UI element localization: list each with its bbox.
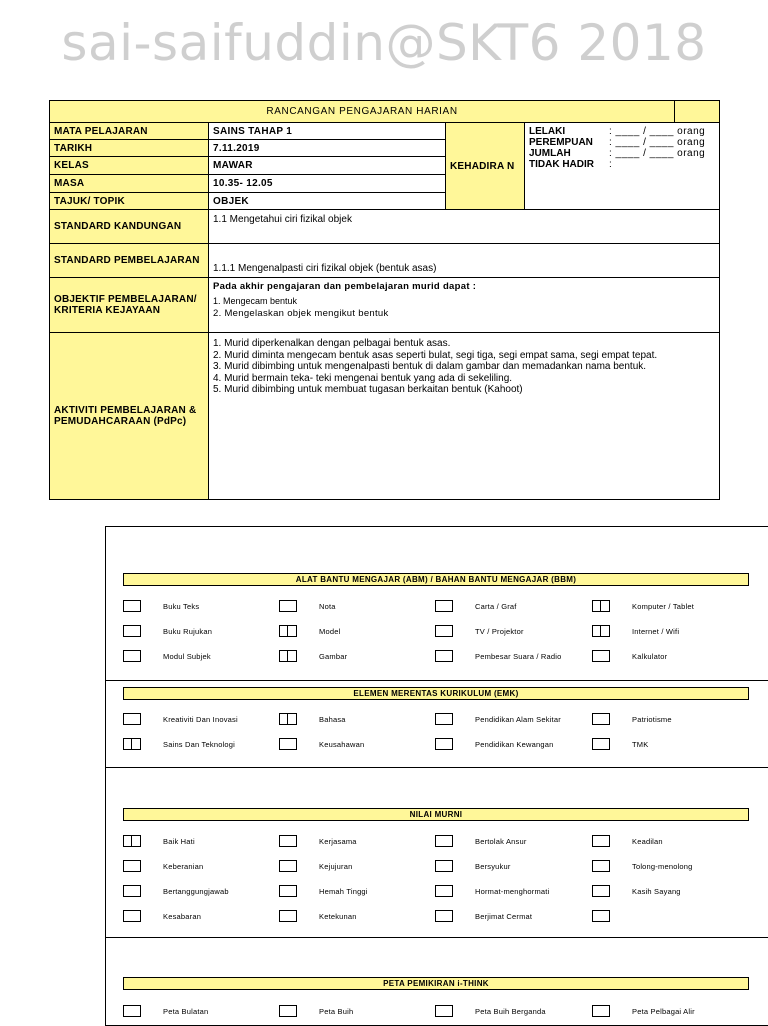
checkbox[interactable] — [123, 835, 141, 847]
checklist-item[interactable] — [123, 1005, 273, 1019]
checkbox-label: Pendidikan Alam Sekitar — [475, 715, 561, 724]
checkbox-label: Internet / Wifi — [632, 627, 680, 636]
checkbox-label: Bahasa — [319, 715, 346, 724]
checkbox[interactable] — [279, 885, 297, 897]
attendance-value: : ____ / ____ orang — [609, 137, 706, 148]
checklist-item[interactable] — [435, 600, 585, 614]
checkbox-label: Keberanian — [163, 862, 204, 871]
label-tarikh: TARIKH — [50, 140, 209, 157]
attendance-row — [529, 148, 705, 159]
attendance-row — [529, 159, 705, 170]
section-header-peta-ithink: PETA PEMIKIRAN i-THINK — [123, 977, 749, 990]
checkbox-label: Hormat-menghormati — [475, 887, 550, 896]
aktiviti-cell — [209, 333, 720, 500]
checklist-item[interactable] — [592, 835, 742, 849]
checkbox[interactable] — [592, 738, 610, 750]
checklist-item[interactable] — [279, 713, 429, 727]
checkbox[interactable] — [435, 1005, 453, 1017]
checklist-item[interactable] — [592, 650, 742, 664]
checkbox-label: Kreativiti Dan Inovasi — [163, 715, 238, 724]
checkbox-label: TMK — [632, 740, 649, 749]
checkbox-label: Modul Subjek — [163, 652, 211, 661]
checkbox[interactable] — [279, 650, 297, 662]
checklist-item[interactable] — [279, 650, 429, 664]
checklist-item[interactable] — [435, 885, 585, 899]
attendance-label: TIDAK HADIR — [529, 159, 594, 170]
value-tarikh: 7.11.2019 — [209, 140, 446, 157]
checklist-item[interactable] — [123, 713, 273, 727]
checklist-item[interactable] — [279, 835, 429, 849]
checklist-row — [106, 860, 768, 874]
checklist-item[interactable] — [279, 860, 429, 874]
checklist-item[interactable] — [435, 910, 585, 924]
checkbox[interactable] — [279, 835, 297, 847]
checkbox[interactable] — [279, 738, 297, 750]
checkbox-label: Peta Buih — [319, 1007, 354, 1016]
attendance-label: JUMLAH — [529, 148, 571, 159]
checkbox[interactable] — [279, 1005, 297, 1017]
aktiviti-item: 1. Murid diperkenalkan dengan pelbagai bentuk asas. — [213, 338, 451, 349]
checklist-item[interactable] — [592, 625, 742, 639]
checkbox-label: Baik Hati — [163, 837, 195, 846]
checkbox-label: Peta Pelbagai Alir — [632, 1007, 695, 1016]
checkbox[interactable] — [592, 835, 610, 847]
checklist-item[interactable] — [123, 885, 273, 899]
checklist-item[interactable] — [279, 738, 429, 752]
checkbox[interactable] — [592, 625, 610, 637]
checkbox[interactable] — [279, 860, 297, 872]
checkbox-label: Peta Buih Berganda — [475, 1007, 546, 1016]
checklist-row — [106, 910, 768, 924]
checklist-item[interactable] — [123, 738, 273, 752]
value-masa: 10.35- 12.05 — [209, 175, 446, 193]
section-header-abm-bbm: ALAT BANTU MENGAJAR (ABM) / BAHAN BANTU MENGAJAR (BBM) — [123, 573, 749, 586]
checklist-item[interactable] — [592, 713, 742, 727]
label-masa: MASA — [50, 175, 209, 193]
checkbox-label: Kasih Sayang — [632, 887, 681, 896]
checkbox-label: Ketekunan — [319, 912, 357, 921]
checklist-item[interactable] — [435, 835, 585, 849]
checkbox[interactable] — [123, 738, 141, 750]
checklist-row — [106, 1005, 768, 1019]
checkbox[interactable] — [592, 713, 610, 725]
checkbox-label: Komputer / Tablet — [632, 602, 695, 611]
label-mata-pelajaran: MATA PELAJARAN — [50, 123, 209, 140]
checklist-item[interactable] — [592, 860, 742, 874]
section-header-nilai-murni: NILAI MURNI — [123, 808, 749, 821]
checkbox-label: Tolong-menolong — [632, 862, 693, 871]
attendance-value: : ____ / ____ orang — [609, 148, 706, 159]
section-divider — [106, 680, 768, 681]
checklist-row — [106, 625, 768, 639]
checkbox[interactable] — [123, 860, 141, 872]
checkbox-label: Carta / Graf — [475, 602, 517, 611]
watermark: sai-saifuddin@SKT6 2018 — [61, 14, 707, 72]
checkbox-label: Keadilan — [632, 837, 663, 846]
checkbox-label: TV / Projektor — [475, 627, 524, 636]
checkbox[interactable] — [435, 600, 453, 612]
checklist-row — [106, 713, 768, 727]
checkbox[interactable] — [123, 600, 141, 612]
checkbox[interactable] — [279, 713, 297, 725]
label-objektif: OBJEKTIF PEMBELAJARAN/ KRITERIA KEJAYAAN — [50, 278, 209, 333]
checklist-item[interactable] — [592, 885, 742, 899]
checklist-row — [106, 650, 768, 664]
checkbox[interactable] — [435, 835, 453, 847]
checkbox[interactable] — [592, 885, 610, 897]
checklist-row — [106, 600, 768, 614]
aktiviti-item: 4. Murid bermain teka- teki mengenai bentuk yang ada di sekeliling. — [213, 372, 513, 384]
checklist-item[interactable] — [123, 835, 273, 849]
checkbox-label: Patriotisme — [632, 715, 672, 724]
section-header-emk: ELEMEN MERENTAS KURIKULUM (EMK) — [123, 687, 749, 700]
checklist-item[interactable] — [279, 625, 429, 639]
checkbox[interactable] — [123, 713, 141, 725]
checkbox[interactable] — [435, 625, 453, 637]
value-kelas: MAWAR — [209, 157, 446, 175]
label-kelas: KELAS — [50, 157, 209, 175]
attendance-cell — [525, 123, 720, 210]
objektif-cell — [209, 278, 720, 333]
checkbox[interactable] — [592, 910, 610, 922]
checkbox[interactable] — [592, 860, 610, 872]
attendance-row — [529, 137, 705, 148]
checkbox-label: Peta Bulatan — [163, 1007, 209, 1016]
label-tajuk: TAJUK/ TOPIK — [50, 193, 209, 210]
checkbox-label: Keusahawan — [319, 740, 365, 749]
aktiviti-item: 5. Murid dibimbing untuk membuat tugasan berkaitan bentuk (Kahoot) — [213, 384, 523, 395]
section-divider — [106, 767, 768, 768]
checklist-item[interactable] — [279, 600, 429, 614]
objektif-item: 2. Mengelaskan objek mengikut bentuk — [213, 308, 389, 319]
checklist-item[interactable] — [279, 1005, 429, 1019]
checklist-item[interactable] — [435, 1005, 585, 1019]
checklist-item[interactable] — [123, 910, 273, 924]
checkbox-label: Bertolak Ansur — [475, 837, 527, 846]
checkbox[interactable] — [435, 885, 453, 897]
checkbox[interactable] — [123, 1005, 141, 1017]
label-kehadiran: KEHADIRA N — [446, 123, 525, 210]
checkbox[interactable] — [435, 738, 453, 750]
checklist-panel — [105, 526, 768, 1026]
checklist-item[interactable] — [123, 860, 273, 874]
checkbox[interactable] — [592, 1005, 610, 1017]
checkbox-label: Sains Dan Teknologi — [163, 740, 236, 749]
checkbox-label: Model — [319, 627, 341, 636]
checkbox-label: Bersyukur — [475, 862, 511, 871]
checkbox[interactable] — [123, 650, 141, 662]
checkbox[interactable] — [435, 713, 453, 725]
checklist-item[interactable] — [592, 738, 742, 752]
checkbox[interactable] — [123, 910, 141, 922]
attendance-value: : ____ / ____ orang — [609, 126, 706, 137]
checkbox-label: Buku Rujukan — [163, 627, 213, 636]
attendance-row — [529, 126, 705, 137]
checkbox[interactable] — [435, 910, 453, 922]
checklist-item[interactable] — [435, 860, 585, 874]
checklist-item[interactable] — [592, 910, 742, 924]
label-aktiviti: AKTIVITI PEMBELAJARAN & PEMUDAHCARAAN (PdPc) — [50, 333, 209, 500]
title-extra-cell — [675, 101, 720, 123]
checkbox-label: Kerjasama — [319, 837, 357, 846]
objektif-intro: Pada akhir pengajaran dan pembelajaran murid dapat : — [213, 281, 477, 292]
attendance-list — [529, 126, 705, 170]
rph-title: RANCANGAN PENGAJARAN HARIAN — [50, 101, 675, 123]
checklist-item[interactable] — [123, 600, 273, 614]
checkbox-label: Kesabaran — [163, 912, 202, 921]
value-standard-pembelajaran: 1.1.1 Mengenalpasti ciri fizikal objek (bentuk asas) — [209, 244, 720, 278]
checklist-item[interactable] — [592, 1005, 742, 1019]
section-divider — [106, 937, 768, 938]
checkbox-label: Hemah Tinggi — [319, 887, 368, 896]
checklist-item[interactable] — [435, 650, 585, 664]
attendance-value: : — [609, 159, 613, 170]
checkbox[interactable] — [592, 600, 610, 612]
checkbox[interactable] — [435, 650, 453, 662]
checkbox-label: Pendidikan Kewangan — [475, 740, 554, 749]
checkbox[interactable] — [279, 600, 297, 612]
checkbox-label: Berjimat Cermat — [475, 912, 533, 921]
label-standard-kandungan: STANDARD KANDUNGAN — [50, 210, 209, 244]
checklist-item[interactable] — [279, 885, 429, 899]
checklist-item[interactable] — [123, 625, 273, 639]
checklist-item[interactable] — [435, 625, 585, 639]
checkbox-label: Kejujuran — [319, 862, 353, 871]
checkbox-label: Nota — [319, 602, 336, 611]
checklist-item[interactable] — [435, 738, 585, 752]
value-standard-kandungan: 1.1 Mengetahui ciri fizikal objek — [209, 210, 720, 244]
checklist-item[interactable] — [123, 650, 273, 664]
label-standard-pembelajaran: STANDARD PEMBELAJARAN — [50, 244, 209, 278]
checkbox[interactable] — [592, 650, 610, 662]
checklist-row — [106, 738, 768, 752]
value-tajuk: OBJEK — [209, 193, 446, 210]
checklist-row — [106, 885, 768, 899]
objektif-item: 1. Mengecam bentuk — [213, 296, 298, 306]
checkbox[interactable] — [123, 885, 141, 897]
checkbox[interactable] — [435, 860, 453, 872]
checkbox[interactable] — [279, 625, 297, 637]
checklist-item[interactable] — [435, 713, 585, 727]
checkbox-label: Bertanggungjawab — [163, 887, 229, 896]
checkbox-label: Pembesar Suara / Radio — [475, 652, 562, 661]
checkbox[interactable] — [279, 910, 297, 922]
checkbox-label: Buku Teks — [163, 602, 200, 611]
rph-table — [49, 100, 720, 500]
value-mata-pelajaran: SAINS TAHAP 1 — [209, 123, 446, 140]
checkbox-label: Gambar — [319, 652, 348, 661]
aktiviti-item: 2. Murid diminta mengecam bentuk asas seperti bulat, segi tiga, segi empat sama, segi empat tepat. — [213, 349, 658, 361]
attendance-label: PEREMPUAN — [529, 137, 593, 148]
checklist-item[interactable] — [592, 600, 742, 614]
aktiviti-item: 3. Murid dibimbing untuk mengenalpasti bentuk di dalam gambar dan memadankan nama bentuk. — [213, 361, 647, 372]
checkbox-label: Kalkulator — [632, 652, 668, 661]
attendance-label: LELAKI — [529, 126, 566, 137]
checklist-item[interactable] — [279, 910, 429, 924]
checklist-row — [106, 835, 768, 849]
checkbox[interactable] — [123, 625, 141, 637]
